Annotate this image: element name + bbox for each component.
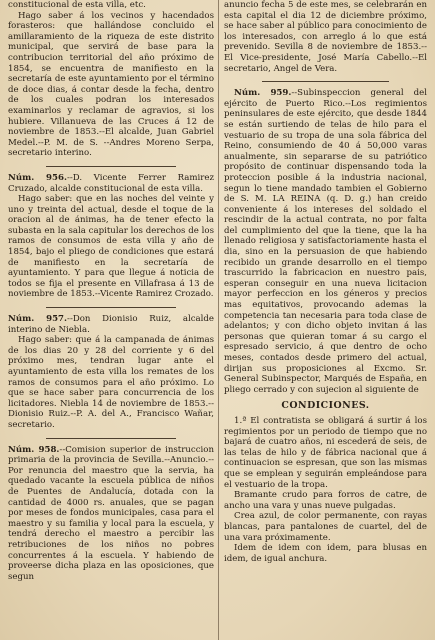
article-number: Núm. 959. [234, 88, 292, 99]
article-title: --Don Dionisio Ruiz, alcalde interino de Niebla. [8, 314, 214, 335]
conditions-heading: CONDICIONES. [281, 400, 370, 412]
condition-item: Bramante crudo para forros de catre, de ancho una vara y unas nueve pulgadas. [224, 490, 427, 511]
article-header [8, 314, 214, 335]
article-title: --D. Vicente Ferrer Ramirez Cruzado, alcalde constitucional de esta villa. [8, 172, 214, 194]
article-header [224, 88, 427, 395]
condition-item: Idem de idem con idem, para blusas en idem, de igual anchura. [224, 543, 427, 564]
condition-item: 1.ª El contratista se obligará á surtir á los regimientos por un periodo de tiempo que no bajará de cuatro años, ni escederá de seis, de las telas de hilo y de fábrica nacional que á continuacion se espresan, que son las mismas que se emplean y seguirán empleándose para el vestuario de la tropa. [224, 415, 427, 490]
right-column [224, 0, 427, 640]
condition-item: Crea azul, de color permanente, con rayas blancas, para pantalones de cuartel, del de una vara próximamente. [224, 511, 427, 543]
article-number: Núm. 958. [8, 444, 60, 455]
article-body: Hago saber: que en las noches del veinte y uno y treinta del actual, desde el toque de la oracion al de ánimas, ha de tener efecto la subasta en la sala capitular los derechos de los ramos de consumos de esta villa y año de 1854, bajo el pliego de condiciones que estará de manifiesto en la secretaría de ayuntamiento. Y para que llegue á noticia de todos se fija el presente en Villafrasa á 13 de noviembre de 1853.--Vicente Ramirez Crozado. [8, 194, 214, 300]
left-column [8, 0, 214, 640]
article-continuation: anuncio fecha 5 de este mes, se celebrarán en esta capital el dia 12 de diciembre próximo, se hace saber al público para conocimiento de los interesados, con arreglo á lo que está prevenido. Sevilla 8 de noviembre de 1853.--El Vice-presidente, José María Cabello.--El secretario, Angel de Vera. [224, 0, 427, 74]
article-body: Hago saber á los vecinos y hacendados forasteros: que hallándose concluido el amillaramiento de la riqueza de este distrito municipal, que servirá de base para la contribucion territorial del año próximo de 1854, se encuentra de manifiesto en la secretaría de este ayuntamiento por el término de doce dias, á contar desde la fecha, dentro de los cuales podran los interesados examinarlos y reclamar de agravios, si los hubiere. Villanueva de las Cruces á 12 de noviembre de 1853.--El alcalde, Juan Gabriel Medel.--P. M. de S. --Andres Moreno Serpa, secretario interino. [8, 10, 214, 159]
article-continuation: constitucional de esta villa, etc. [8, 0, 146, 10]
article-number: Núm. 956. [8, 172, 67, 183]
section-divider [46, 438, 176, 439]
section-divider [46, 307, 176, 308]
article-header [8, 173, 214, 194]
article-body: --Por renuncia del maestro que la servia, ha quedado vacante la escuela pública de niños de Puentes de Andalucía, dotada con la cantidad de 4000 rs. anuales, que se pagan por meses de fondos municipales, casa para el maestro y su familia y local para la escuela, y tendrá derecho el maestro a percibir las retribuciones de los niños no pobres concurrentes á la escuela. Y habiendo de proveerse dicha plaza en las oposiciones, que segun [8, 455, 214, 582]
column-rule [218, 0, 219, 640]
section-divider [46, 166, 176, 167]
article-header [8, 445, 214, 583]
article-number: Núm. 957. [8, 314, 68, 325]
section-divider [262, 81, 389, 82]
article-title: --Comision superior de instruccion primaria de la provincia de Sevilla.--Anuncio. [8, 444, 214, 466]
article-body: Hago saber: que á la campanada de ánimas de los dias 20 y 28 del corriente y 6 del próximo mes, tendran lugar ante el ayuntamiento de esta villa los remates de los ramos de consumos para el año próximo. Lo que se hace saber para concurrencia de los licitadores. Niebla 14 de noviembre de 1853.--Dionisio Ruiz.--P. A. del A., Francisco Wañar, secretario. [8, 335, 214, 430]
article-body: --Subinspeccion general del ejército de Puerto Rico.--Los regimientos peninsulares de este ejército, que desde 1844 se están surtiendo de telas de hilo para el vestuario de su tropa de una sola fábrica del Reino, consumiendo de 40 á 50,000 varas anualmente, sin separarse de su patriótico propósito de continuar dispensando toda la proteccion posible á la industria nacional, segun lo tiene mandado tambien el Gobierno de S. M. LA REINA (q. D. g.) han creido conveniente á los intereses del soldado el rescindir de la actual contrata, no por falta del cumplimiento del que la tiene, que la ha llenado religiosa y satisfactoriamente hasta el dia, sino en la persuasion de que habiendo recibido un grande desarrollo en el tiempo trascurrido la fabricacion en nuestro pais, esperan conseguir en una nueva licitacion mayor perfeccion en los géneros y precios mas equitativos, provocando ademas la competencia tan necesaria para toda clase de adelantos; y con dicho objeto invitan á las personas que quieran tomar á su cargo el espresado servicio, á que dentro de ocho meses, contados desde primero del actual, dirijan sus proposiciones al Excmo. Sr. General Subinspector, Marqués de España, en pliego cerrado y con sujecion al siguiente de [224, 88, 427, 395]
